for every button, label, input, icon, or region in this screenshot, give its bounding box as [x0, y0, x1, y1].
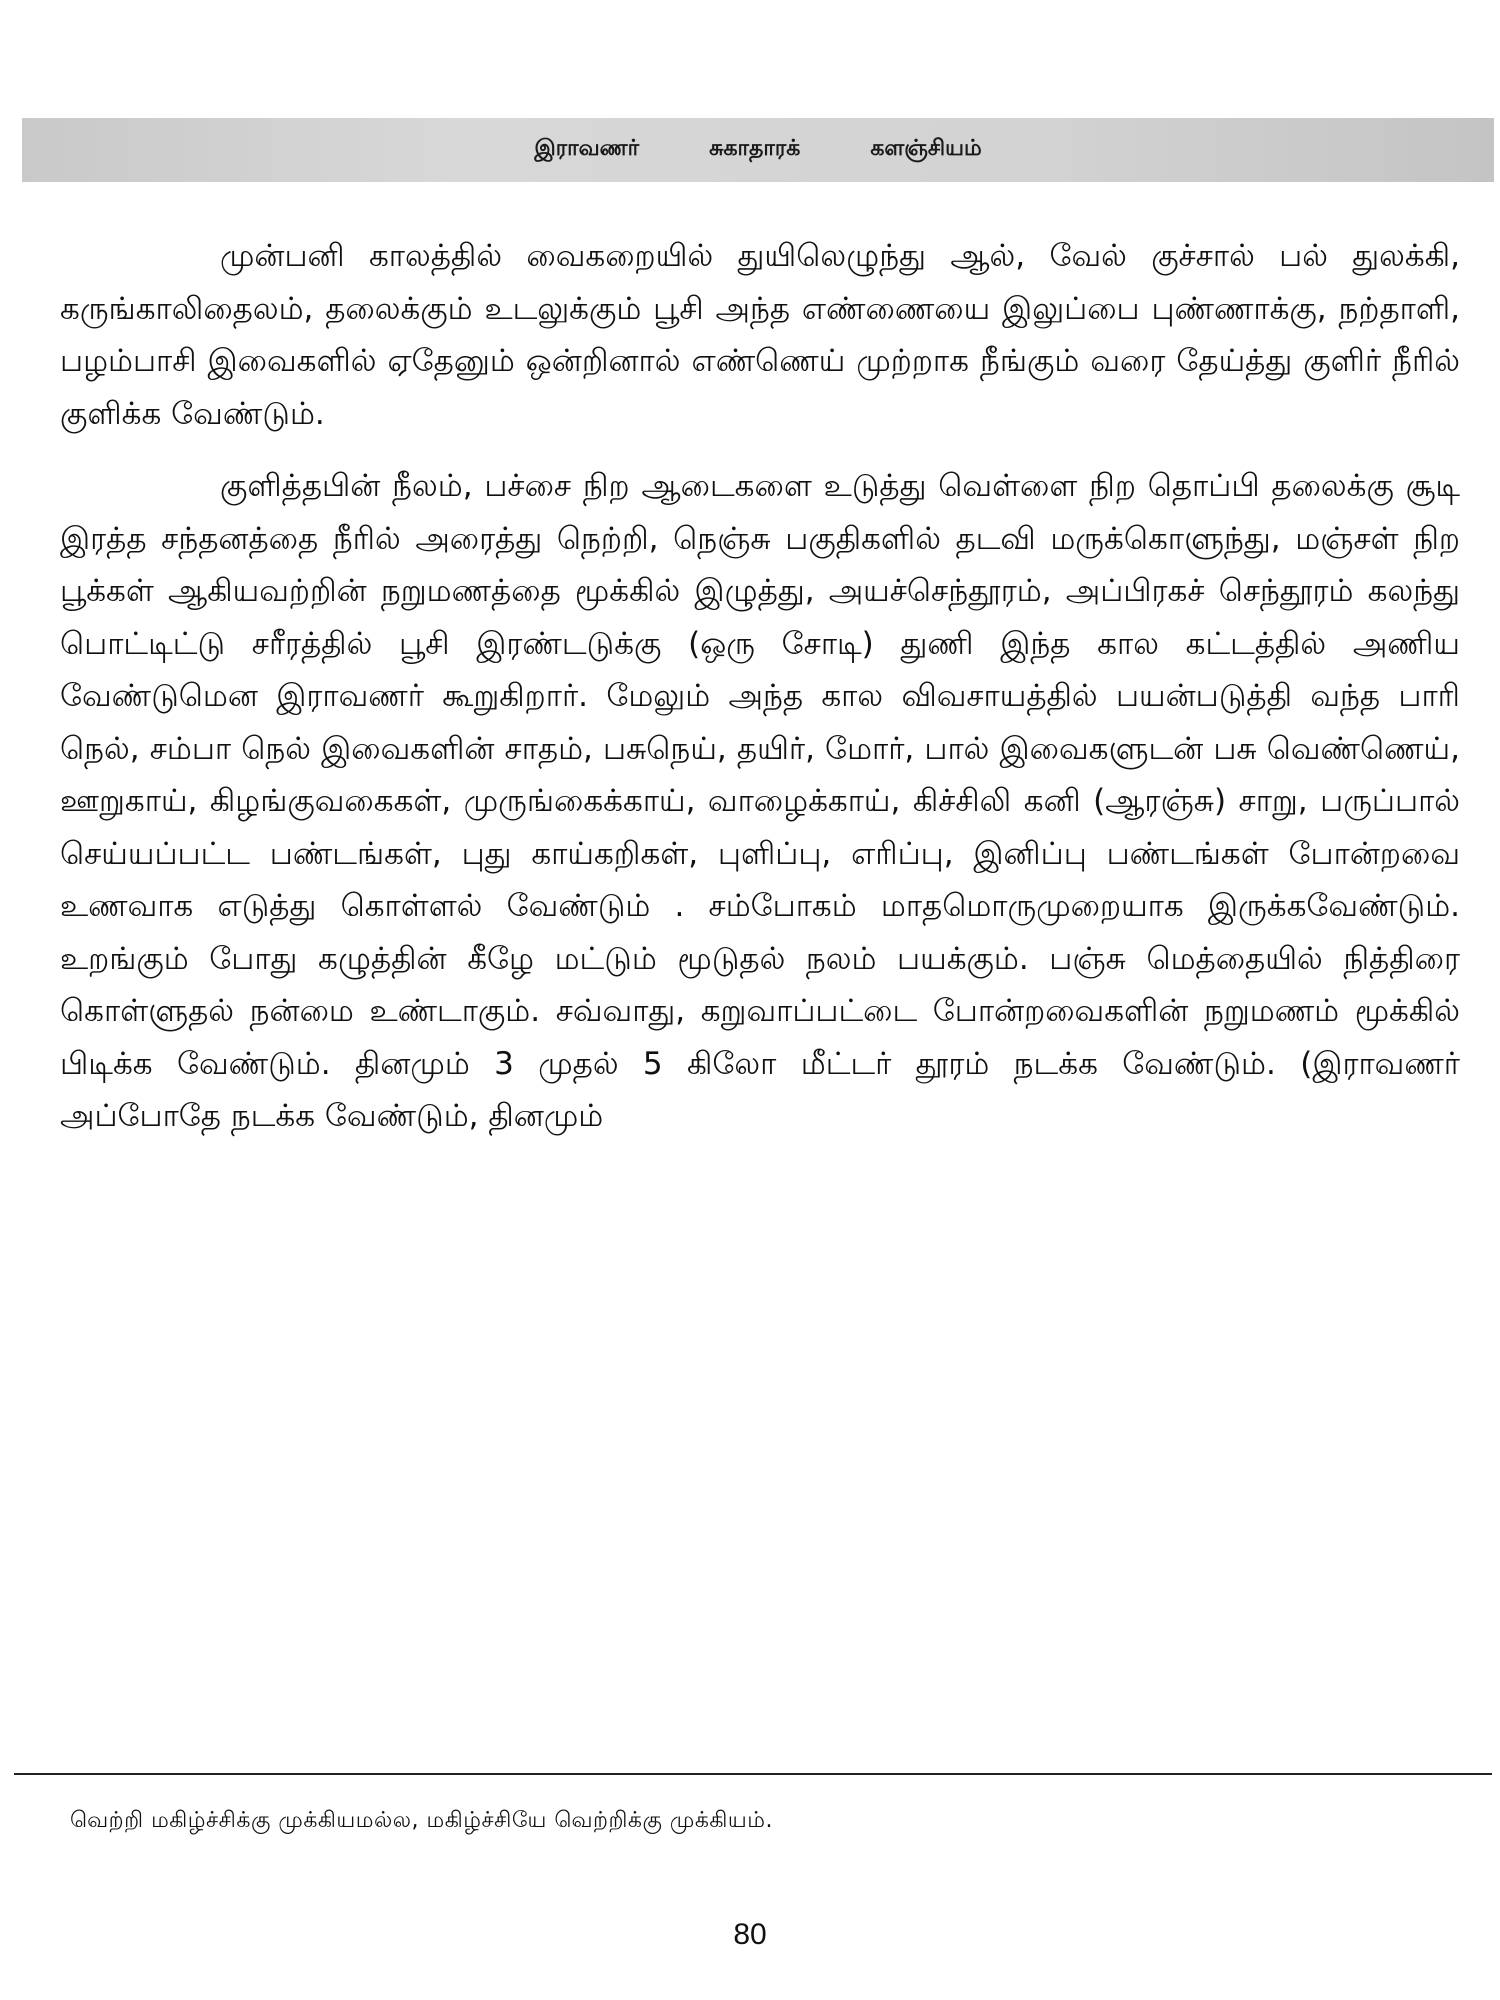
header-word-3: களஞ்சியம் — [870, 136, 982, 161]
running-header — [22, 118, 1494, 182]
header-word-2: சுகாதாரக் — [709, 136, 801, 161]
page-body — [60, 230, 1460, 1143]
header-word-1: இராவணர் — [534, 136, 640, 161]
paragraph-1: முன்பனி காலத்தில் வைகறையில் துயிலெழுந்து ஆல், வேல் குச்சால் பல் துலக்கி, கருங்காலிதைலம், தலைக்கும் உடலுக்கும் பூசி அந்த எண்ணையை இலுப்பை புண்ணாக்கு, நற்தாளி, பழம்பாசி இவைகளில் ஏதேனும் ஒன்றினால் எண்ணெய் முற்றாக நீங்கும் வரை தேய்த்து குளிர் நீரில் குளிக்க வேண்டும். — [60, 238, 1460, 432]
page-number: 80 — [733, 1918, 767, 1951]
paragraph-2: குளித்தபின் நீலம், பச்சை நிற ஆடைகளை உடுத்து வெள்ளை நிற தொப்பி தலைக்கு சூடி இரத்த சந்தனத்தை நீரில் அரைத்து நெற்றி, நெஞ்சு பகுதிகளில் தடவி மருக்கொளுந்து, மஞ்சள் நிற பூக்கள் ஆகியவற்றின் நறுமணத்தை மூக்கில் இழுத்து, அயச்செந்தூரம், அப்பிரகச் செந்தூரம் கலந்து பொட்டிட்டு சரீரத்தில் பூசி இரண்டடுக்கு (ஒரு சோடி) துணி இந்த கால கட்டத்தில் அணிய வேண்டுமென இராவணர் கூறுகிறார். மேலும் அந்த கால விவசாயத்தில் பயன்படுத்தி வந்த பாரி நெல், சம்பா நெல் இவைகளின் சாதம், பசுநெய், தயிர், மோர், பால் இவைகளுடன் பசு வெண்ணெய், ஊறுகாய், கிழங்குவகைகள், முருங்கைக்காய், வாழைக்காய், கிச்சிலி கனி (ஆரஞ்சு) சாறு, பருப்பால் செய்யப்பட்ட பண்டங்கள், புது காய்கறிகள், புளிப்பு, எரிப்பு, இனிப்பு பண்டங்கள் போன்றவை உணவாக எடுத்து கொள்ளல் வேண்டும் . சம்போகம் மாதமொருமுறையாக இருக்கவேண்டும். உறங்கும் போது கழுத்தின் கீழே மட்டும் மூடுதல் நலம் பயக்கும். பஞ்சு மெத்தையில் நித்திரை கொள்ளுதல் நன்மை உண்டாகும். சவ்வாது, கறுவாப்பட்டை போன்றவைகளின் நறுமணம் மூக்கில் பிடிக்க வேண்டும். தினமும் 3 முதல் 5 கிலோ மீட்டர் தூரம் நடக்க வேண்டும். (இராவணர் அப்போதே நடக்க வேண்டும், தினமும் — [60, 468, 1460, 1134]
footer-quote: வெற்றி மகிழ்ச்சிக்கு முக்கியமல்ல, மகிழ்ச்சியே வெற்றிக்கு முக்கியம். — [70, 1808, 773, 1833]
running-header-title — [22, 118, 1494, 182]
footer-divider — [14, 1773, 1492, 1775]
